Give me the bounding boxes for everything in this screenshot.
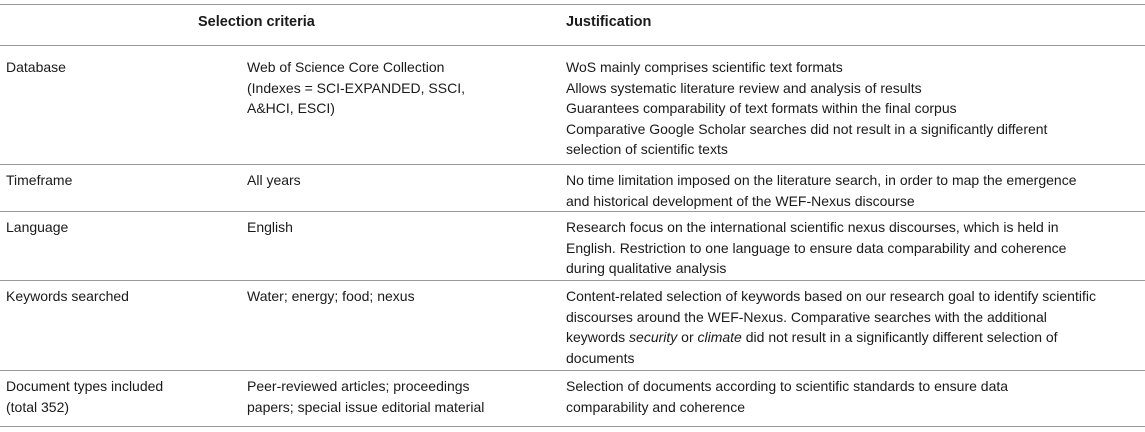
justification-line: during qualitative analysis [566, 260, 727, 276]
criteria-line: (Indexes = SCI-EXPANDED, SSCI, [247, 79, 465, 96]
justification-line: Content-related selection of keywords based on our research goal to identify scientific [566, 288, 1096, 304]
justification-text: or [677, 329, 698, 345]
justification-line: No time limitation imposed on the literature search, in order to map the emergence [566, 172, 1077, 188]
justification-line: comparability and coherence [566, 398, 745, 415]
row-justification [566, 217, 1140, 279]
row-justification [566, 286, 1140, 368]
row-label [6, 286, 236, 307]
row-label-line: Timeframe [6, 172, 73, 188]
table-top-rule [0, 4, 1145, 5]
criteria-line: A&HCI, ESCI) [247, 100, 335, 116]
row-criteria [247, 286, 547, 307]
criteria-line: Web of Science Core Collection [247, 59, 445, 75]
justification-line: documents [566, 349, 635, 366]
row-criteria [247, 376, 547, 417]
justification-line-mixed [566, 327, 1140, 348]
row-label-line: (total 352) [6, 398, 70, 415]
justification-line: Comparative Google Scholar searches did not result in a significantly different [566, 120, 1048, 137]
justification-line: English. Restriction to one language to ensure data comparability and coherence [566, 239, 1067, 256]
row-label-line: Language [6, 219, 69, 235]
justification-line: discourses around the WEF-Nexus. Comparative searches with the additional [566, 308, 1047, 325]
row-justification [566, 376, 1140, 417]
keyword-security: security [629, 329, 678, 345]
row-label [6, 217, 236, 238]
row-criteria [247, 170, 547, 191]
keyword-climate: climate [697, 329, 742, 345]
justification-line: WoS mainly comprises scientific text formats [566, 59, 843, 75]
row-label-line: Keywords searched [6, 288, 129, 304]
justification-line: selection of scientific texts [566, 141, 728, 157]
justification-text: keywords [566, 329, 630, 345]
justification-line: Guarantees comparability of text formats within the final corpus [566, 100, 957, 116]
row-justification [566, 170, 1140, 211]
criteria-line: papers; special issue editorial material [247, 398, 485, 415]
justification-text: did not result in a significantly different selection of [741, 329, 1058, 345]
row-divider [0, 164, 1145, 165]
criteria-line: Peer-reviewed articles; proceedings [247, 378, 470, 394]
justification-line: Research focus on the international scientific nexus discourses, which is held in [566, 219, 1059, 235]
justification-line: Allows systematic literature review and analysis of results [566, 79, 922, 96]
row-label-line: Database [6, 59, 66, 75]
table-bottom-rule [0, 426, 1145, 427]
row-criteria [247, 217, 547, 238]
criteria-line: Water; energy; food; nexus [247, 288, 415, 304]
header-selection-criteria: Selection criteria [198, 14, 315, 30]
row-divider [0, 211, 1145, 212]
header-rule [0, 45, 1145, 46]
row-justification [566, 57, 1140, 160]
justification-line: Selection of documents according to scientific standards to ensure data [566, 378, 1009, 394]
row-label [6, 376, 236, 417]
row-divider [0, 280, 1145, 281]
row-label [6, 170, 236, 191]
header-justification: Justification [566, 14, 652, 30]
criteria-line: English [247, 219, 293, 235]
criteria-line: All years [247, 172, 301, 188]
row-divider [0, 370, 1145, 371]
row-label [6, 57, 236, 78]
row-label-line: Document types included [6, 378, 164, 394]
row-criteria [247, 57, 547, 119]
justification-line: and historical development of the WEF-Nexus discourse [566, 192, 915, 209]
